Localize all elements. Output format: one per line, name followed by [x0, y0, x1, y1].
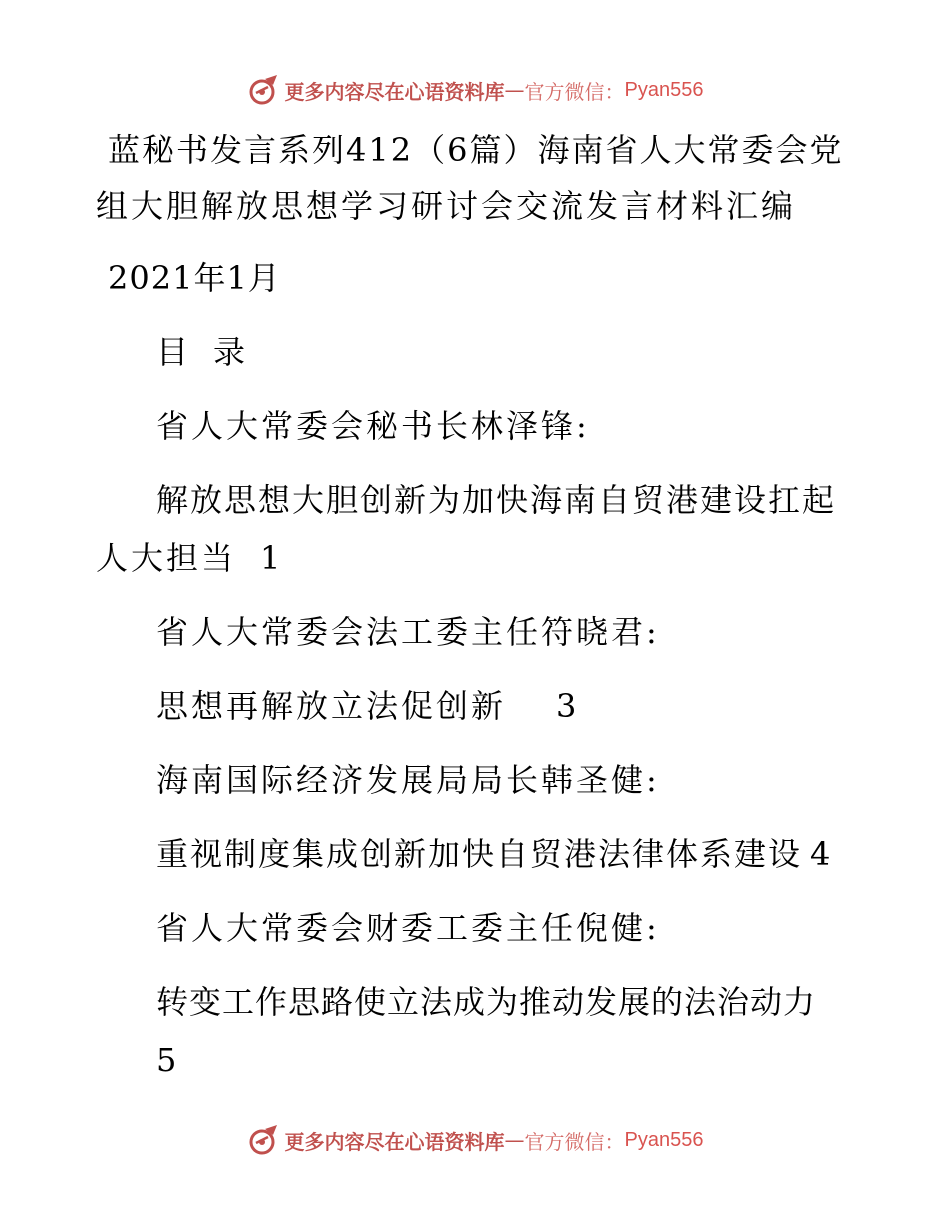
toc-title-1: 解放思想大胆创新为加快海南自贸港建设扛起 — [156, 481, 837, 519]
footer-separator: — — [504, 1128, 525, 1152]
toc-entry-2 — [156, 686, 576, 726]
document-title-line2: 组大胆解放思想学习研讨会交流发言材料汇编 — [96, 187, 797, 225]
document-date: 2021年1月 — [108, 259, 281, 297]
footer-banner — [0, 1120, 950, 1160]
banner-wechat-label: 官方微信： — [524, 79, 625, 104]
toc-title-4: 转变工作思路使立法成为推动发展的法治动力 — [156, 983, 817, 1021]
toc-title-1-cont-text: 人大担当 — [96, 539, 237, 577]
banner-separator: — — [504, 78, 525, 102]
toc-title-1-cont — [96, 538, 280, 578]
toc-speaker-3: 海南国际经济发展局局长韩圣健: — [156, 761, 660, 799]
toc-heading — [156, 332, 248, 372]
toc-heading-char1: 目 — [156, 333, 192, 371]
toc-speaker-1: 省人大常委会秘书长林泽锋: — [156, 407, 590, 445]
toc-speaker-4: 省人大常委会财委工委主任倪健: — [156, 909, 660, 947]
toc-page-4: 5 — [156, 1041, 177, 1079]
logo-icon — [247, 73, 281, 107]
toc-page-3: 4 — [810, 835, 831, 873]
toc-page-1: 1 — [260, 539, 281, 577]
banner-wechat-id: Pyan556 — [624, 78, 704, 101]
document-title-line1: 蓝秘书发言系列412（6篇）海南省人大常委会党 — [108, 131, 844, 169]
toc-speaker-2: 省人大常委会法工委主任符晓君: — [156, 613, 660, 651]
toc-title-2: 思想再解放立法促创新 — [156, 687, 507, 725]
banner-brand: 更多内容尽在心语资料库 — [284, 79, 505, 104]
toc-page-2: 3 — [556, 687, 577, 725]
header-banner — [0, 70, 950, 110]
footer-wechat-label: 官方微信： — [524, 1129, 625, 1154]
footer-wechat-id: Pyan556 — [624, 1128, 704, 1151]
footer-brand: 更多内容尽在心语资料库 — [284, 1129, 505, 1154]
logo-icon — [247, 1123, 281, 1157]
toc-title-3: 重视制度集成创新加快自贸港法律体系建设 — [156, 835, 803, 873]
toc-heading-char2: 录 — [213, 333, 249, 371]
toc-entry-3 — [156, 834, 830, 874]
